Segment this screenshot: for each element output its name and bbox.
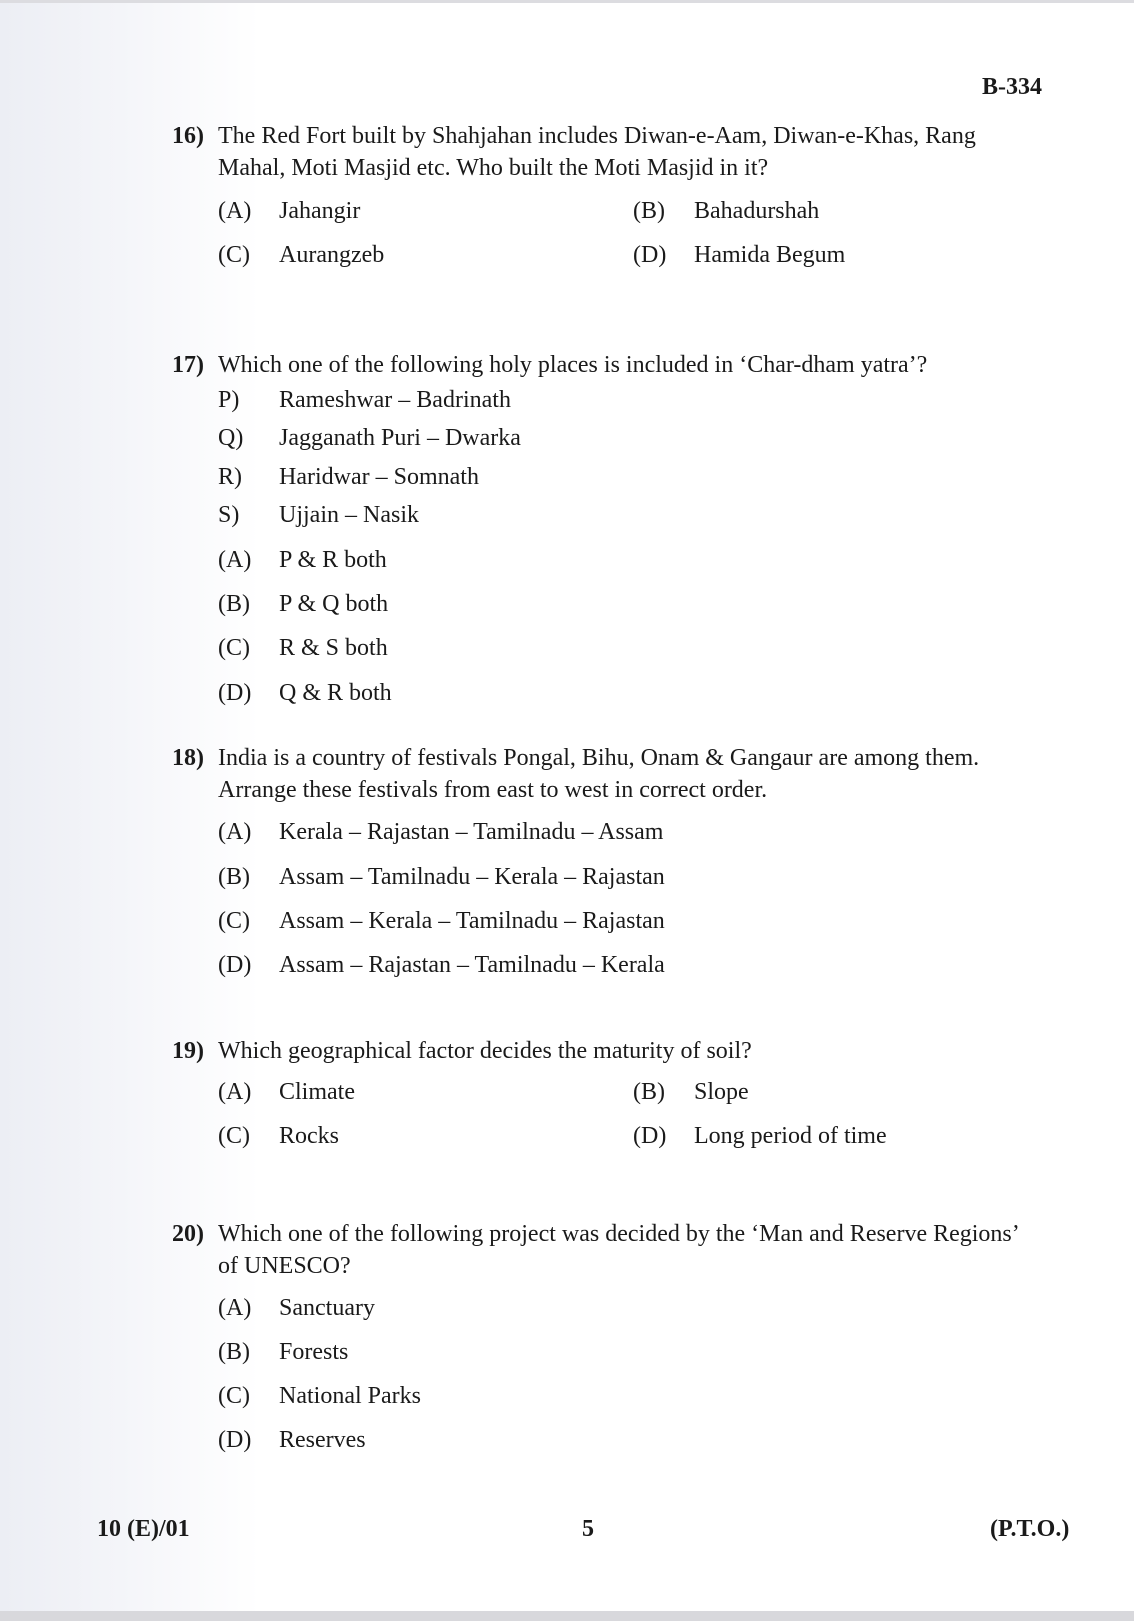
option-label: (C) bbox=[218, 1123, 250, 1149]
option-label: (D) bbox=[218, 680, 252, 706]
option-text: Hamida Begum bbox=[694, 242, 846, 268]
option-text: Q & R both bbox=[279, 680, 392, 706]
option-text: Rocks bbox=[279, 1123, 339, 1149]
option-label: (A) bbox=[218, 198, 252, 224]
option-label: (D) bbox=[218, 952, 252, 978]
question-number: 20) bbox=[172, 1221, 204, 1247]
statement-text: Haridwar – Somnath bbox=[279, 464, 479, 490]
option-text: Assam – Rajastan – Tamilnadu – Kerala bbox=[279, 952, 665, 978]
footer-paper-code: 10 (E)/01 bbox=[97, 1516, 190, 1542]
option-label: (C) bbox=[218, 635, 250, 661]
option-label: (B) bbox=[218, 864, 250, 890]
option-label: (B) bbox=[633, 198, 665, 224]
option-label: (D) bbox=[633, 1123, 667, 1149]
footer-pto: (P.T.O.) bbox=[990, 1516, 1070, 1542]
page-top-edge bbox=[0, 0, 1134, 3]
question-text: India is a country of festivals Pongal, Bihu, Onam & Gangaur are among them. Arrange these festivals from east to west in correct order. bbox=[218, 745, 980, 803]
option-text: Sanctuary bbox=[279, 1295, 375, 1321]
option-label: (B) bbox=[633, 1079, 665, 1105]
question-number: 18) bbox=[172, 745, 204, 771]
option-text: National Parks bbox=[279, 1383, 421, 1409]
option-text: Reserves bbox=[279, 1427, 366, 1453]
paper-code-header: B-334 bbox=[982, 74, 1042, 100]
option-text: Forests bbox=[279, 1339, 349, 1365]
statement-text: Rameshwar – Badrinath bbox=[279, 387, 511, 413]
option-text: Kerala – Rajastan – Tamilnadu – Assam bbox=[279, 819, 664, 845]
option-label: (A) bbox=[218, 819, 252, 845]
option-label: (B) bbox=[218, 1339, 250, 1365]
option-text: Aurangzeb bbox=[279, 242, 385, 268]
question-number: 17) bbox=[172, 352, 204, 378]
option-text: Jahangir bbox=[279, 198, 361, 224]
page-bottom-edge bbox=[0, 1611, 1134, 1621]
question-number: 19) bbox=[172, 1038, 204, 1064]
statement-text: Jagganath Puri – Dwarka bbox=[279, 425, 521, 451]
question-number: 16) bbox=[172, 123, 204, 149]
question-text: Which one of the following project was decided by the ‘Man and Reserve Regions’ of UNESCO? bbox=[218, 1221, 1018, 1279]
question-text: Which geographical factor decides the maturity of soil? bbox=[218, 1038, 752, 1064]
option-label: (C) bbox=[218, 908, 250, 934]
statement-label: P) bbox=[218, 387, 240, 413]
option-text: Assam – Kerala – Tamilnadu – Rajastan bbox=[279, 908, 665, 934]
option-text: P & R both bbox=[279, 547, 387, 573]
footer-page-number: 5 bbox=[582, 1516, 594, 1542]
option-label: (C) bbox=[218, 242, 250, 268]
option-label: (D) bbox=[633, 242, 667, 268]
option-text: Long period of time bbox=[694, 1123, 887, 1149]
option-text: Slope bbox=[694, 1079, 749, 1105]
option-label: (A) bbox=[218, 1079, 252, 1105]
statement-label: Q) bbox=[218, 425, 244, 451]
question-text: Which one of the following holy places is included in ‘Char-dham yatra’? bbox=[218, 352, 928, 378]
option-label: (D) bbox=[218, 1427, 252, 1453]
option-text: R & S both bbox=[279, 635, 388, 661]
option-label: (A) bbox=[218, 547, 252, 573]
statement-label: R) bbox=[218, 464, 242, 490]
question-text: The Red Fort built by Shahjahan includes Diwan-e-Aam, Diwan-e-Khas, Rang Mahal, Moti Masjid etc. Who built the Moti Masjid in it? bbox=[218, 123, 976, 181]
option-text: Bahadurshah bbox=[694, 198, 820, 224]
option-text: Climate bbox=[279, 1079, 355, 1105]
statement-label: S) bbox=[218, 502, 240, 528]
option-label: (C) bbox=[218, 1383, 250, 1409]
option-label: (A) bbox=[218, 1295, 252, 1321]
option-text: P & Q both bbox=[279, 591, 389, 617]
statement-text: Ujjain – Nasik bbox=[279, 502, 419, 528]
option-label: (B) bbox=[218, 591, 250, 617]
option-text: Assam – Tamilnadu – Kerala – Rajastan bbox=[279, 864, 665, 890]
